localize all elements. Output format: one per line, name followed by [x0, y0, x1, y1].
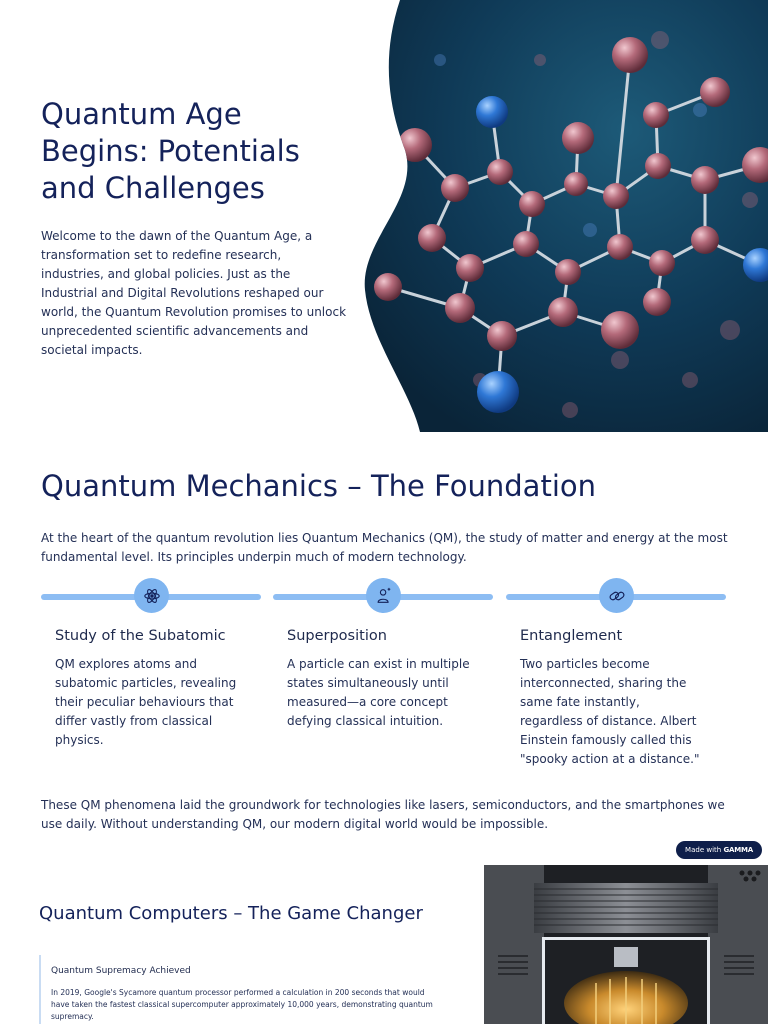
- card-heading: Superposition: [287, 628, 387, 644]
- slide-intro-text: Welcome to the dawn of the Quantum Age, a transformation set to redefine research, industries, and global policies. Just as the Industrial and Digital Revolutions reshaped our world, the Quantum Revolution promises to unlock unprecedented scientific advancements and societal impacts.: [41, 229, 347, 357]
- card-icon-badge: [366, 578, 401, 613]
- callout-box: [39, 955, 439, 1024]
- card-icon-badge: [599, 578, 634, 613]
- slide-intro-text: At the heart of the quantum revolution lies Quantum Mechanics (QM), the study of matter and energy at the most fundamental level. Its principles underpin much of modern technology.: [41, 531, 728, 564]
- made-with-gamma-badge[interactable]: [676, 841, 762, 859]
- atom-icon: [143, 587, 161, 605]
- slide-quantum-mechanics: [0, 432, 768, 865]
- person-quantum-icon: [375, 587, 393, 605]
- quantum-computer-illustration: [484, 865, 768, 1024]
- card-heading: Study of the Subatomic: [55, 628, 226, 644]
- card-heading: Entanglement: [520, 628, 623, 644]
- badge-prefix: Made with: [685, 846, 722, 854]
- link-icon: [608, 587, 626, 605]
- card-text: QM explores atoms and subatomic particles, revealing their peculiar behaviours that differ vastly from classical physics.: [55, 657, 237, 747]
- callout-heading: Quantum Supremacy Achieved: [51, 966, 191, 976]
- card-text: Two particles become interconnected, sharing the same fate instantly, regardless of distance. Albert Einstein famously called this "spooky action at a distance.": [520, 657, 700, 766]
- badge-brand: GAMMA: [723, 846, 753, 854]
- slide-quantum-computers: [0, 865, 768, 1024]
- slide-quantum-age: [0, 0, 768, 432]
- slide-outro-text: These QM phenomena laid the groundwork for technologies like lasers, semiconductors, and the smartphones we use daily. Without understanding QM, our modern digital world would be impossible.: [41, 798, 725, 831]
- callout-text: In 2019, Google's Sycamore quantum processor performed a calculation in 200 seconds that would have taken the fastest classical supercomputer approximately 10,000 years, demonstrating quantum supremacy.: [51, 988, 433, 1021]
- slide-title: Quantum Age Begins: Potentials and Challenges: [41, 97, 300, 205]
- slide-title: Quantum Mechanics – The Foundation: [41, 469, 596, 503]
- card-text: A particle can exist in multiple states simultaneously until measured—a core concept defying classical intuition.: [287, 657, 470, 728]
- slide-title: Quantum Computers – The Game Changer: [39, 903, 423, 924]
- molecule-illustration: [360, 0, 768, 432]
- card-icon-badge: [134, 578, 169, 613]
